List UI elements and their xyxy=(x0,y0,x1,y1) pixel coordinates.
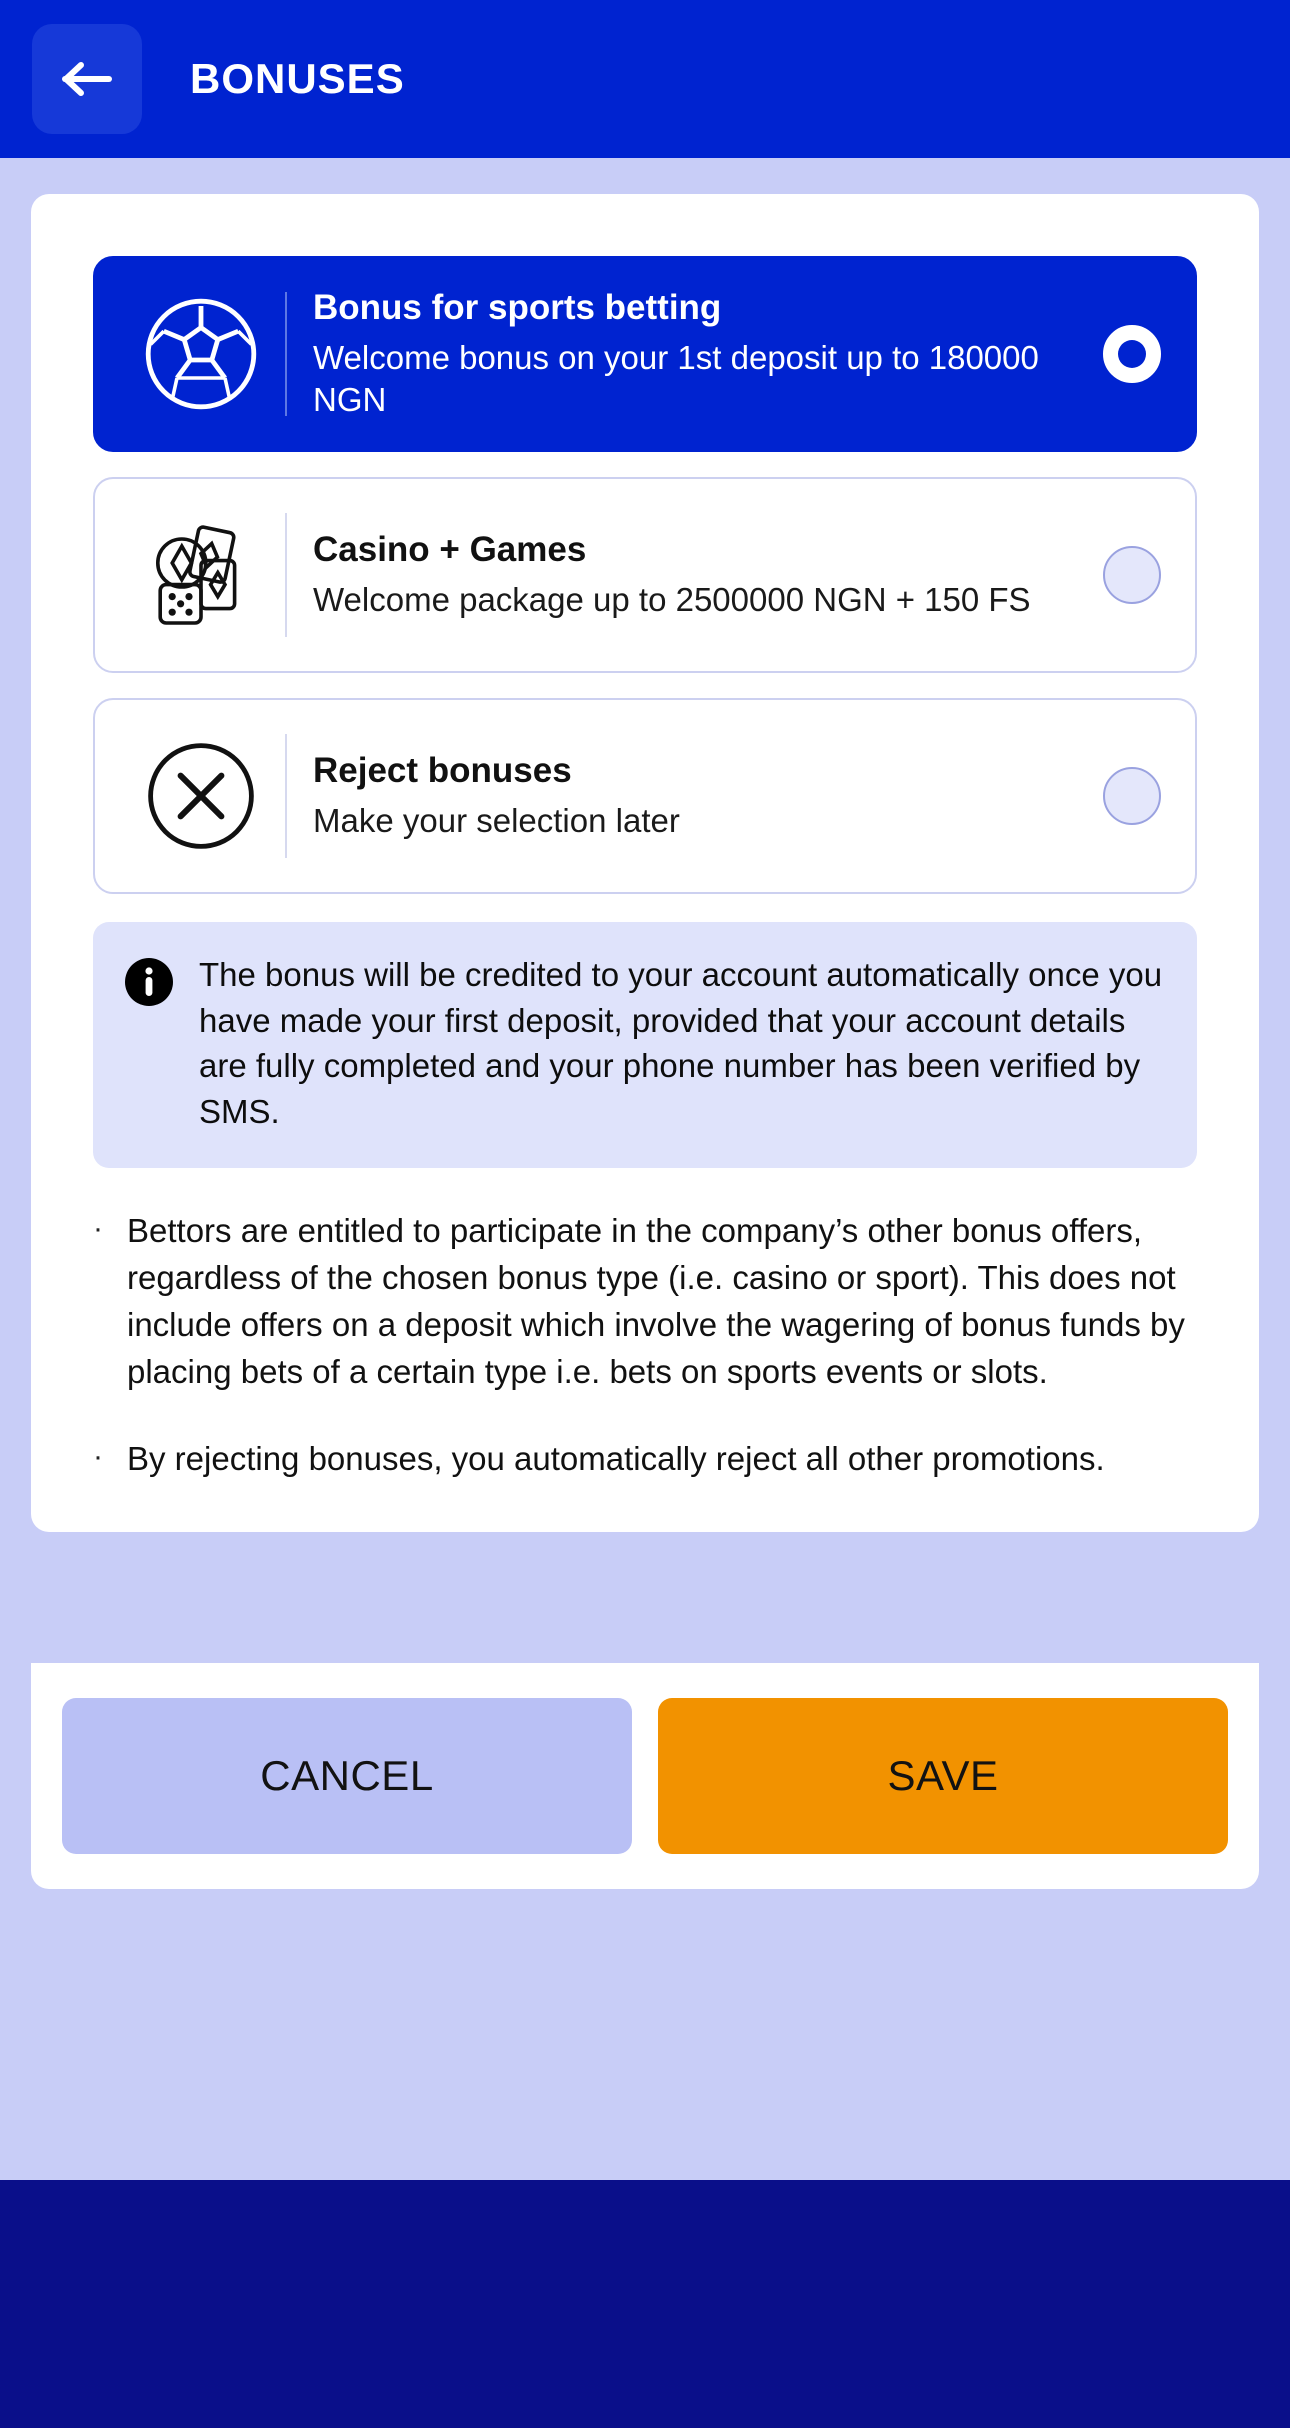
option-title: Bonus for sports betting xyxy=(313,287,722,327)
circle-x-icon xyxy=(117,736,285,856)
back-button[interactable] xyxy=(32,24,142,134)
arrow-left-icon xyxy=(59,57,115,101)
option-title: Casino + Games xyxy=(313,530,587,570)
option-subtitle: Welcome package up to 2500000 NGN + 150 FS xyxy=(313,580,1031,618)
info-icon xyxy=(123,956,175,1008)
bullet-text: Bettors are entitled to participate in the company’s other bonus offers, regardless of the chosen bonus type (i.e. casino or sport). This does not include offers on a deposit which involve the wagering of bonus funds by placing bets of a certain type i.e. bets on sports events or slots. xyxy=(127,1212,1185,1390)
footer-actions xyxy=(31,1663,1259,1889)
radio-casino-games[interactable] xyxy=(1103,546,1161,604)
option-subtitle: Welcome bonus on your 1st deposit up to 180000 NGN xyxy=(313,338,1039,419)
bullet-text: By rejecting bonuses, you automatically reject all other promotions. xyxy=(127,1439,1105,1477)
bonuses-card xyxy=(31,194,1259,1532)
radio-sports-betting[interactable] xyxy=(1103,325,1161,383)
radio-reject-bonuses[interactable] xyxy=(1103,767,1161,825)
list-item xyxy=(93,1208,1197,1395)
casino-cards-chip-icon xyxy=(117,515,285,635)
page-background-fill xyxy=(0,1889,1290,2180)
option-title: Reject bonuses xyxy=(313,751,572,791)
bonus-option-casino-games[interactable] xyxy=(93,477,1197,673)
bonus-option-sports-betting[interactable] xyxy=(93,256,1197,452)
bullet-marker: · xyxy=(93,1439,103,1473)
save-button[interactable]: SAVE xyxy=(658,1698,1228,1854)
bonus-option-reject[interactable] xyxy=(93,698,1197,894)
terms-list xyxy=(93,1208,1197,1532)
option-divider xyxy=(285,292,287,416)
info-text: The bonus will be credited to your account automatically once you have made your first deposit, provided that your account details are fully completed and your phone number has been verified by SMS. xyxy=(199,956,1163,1130)
app-header xyxy=(0,0,1290,158)
cancel-button[interactable]: CANCEL xyxy=(62,1698,632,1854)
option-text xyxy=(313,749,1103,843)
option-divider xyxy=(285,513,287,637)
option-divider xyxy=(285,734,287,858)
list-item xyxy=(93,1436,1197,1483)
bullet-marker: · xyxy=(93,1212,103,1246)
option-text xyxy=(313,528,1103,622)
option-subtitle: Make your selection later xyxy=(313,801,680,839)
system-bottom-bar xyxy=(0,2180,1290,2428)
soccer-ball-icon xyxy=(117,294,285,414)
info-notice xyxy=(93,922,1197,1168)
page-title: BONUSES xyxy=(190,55,405,102)
option-text xyxy=(313,286,1103,423)
